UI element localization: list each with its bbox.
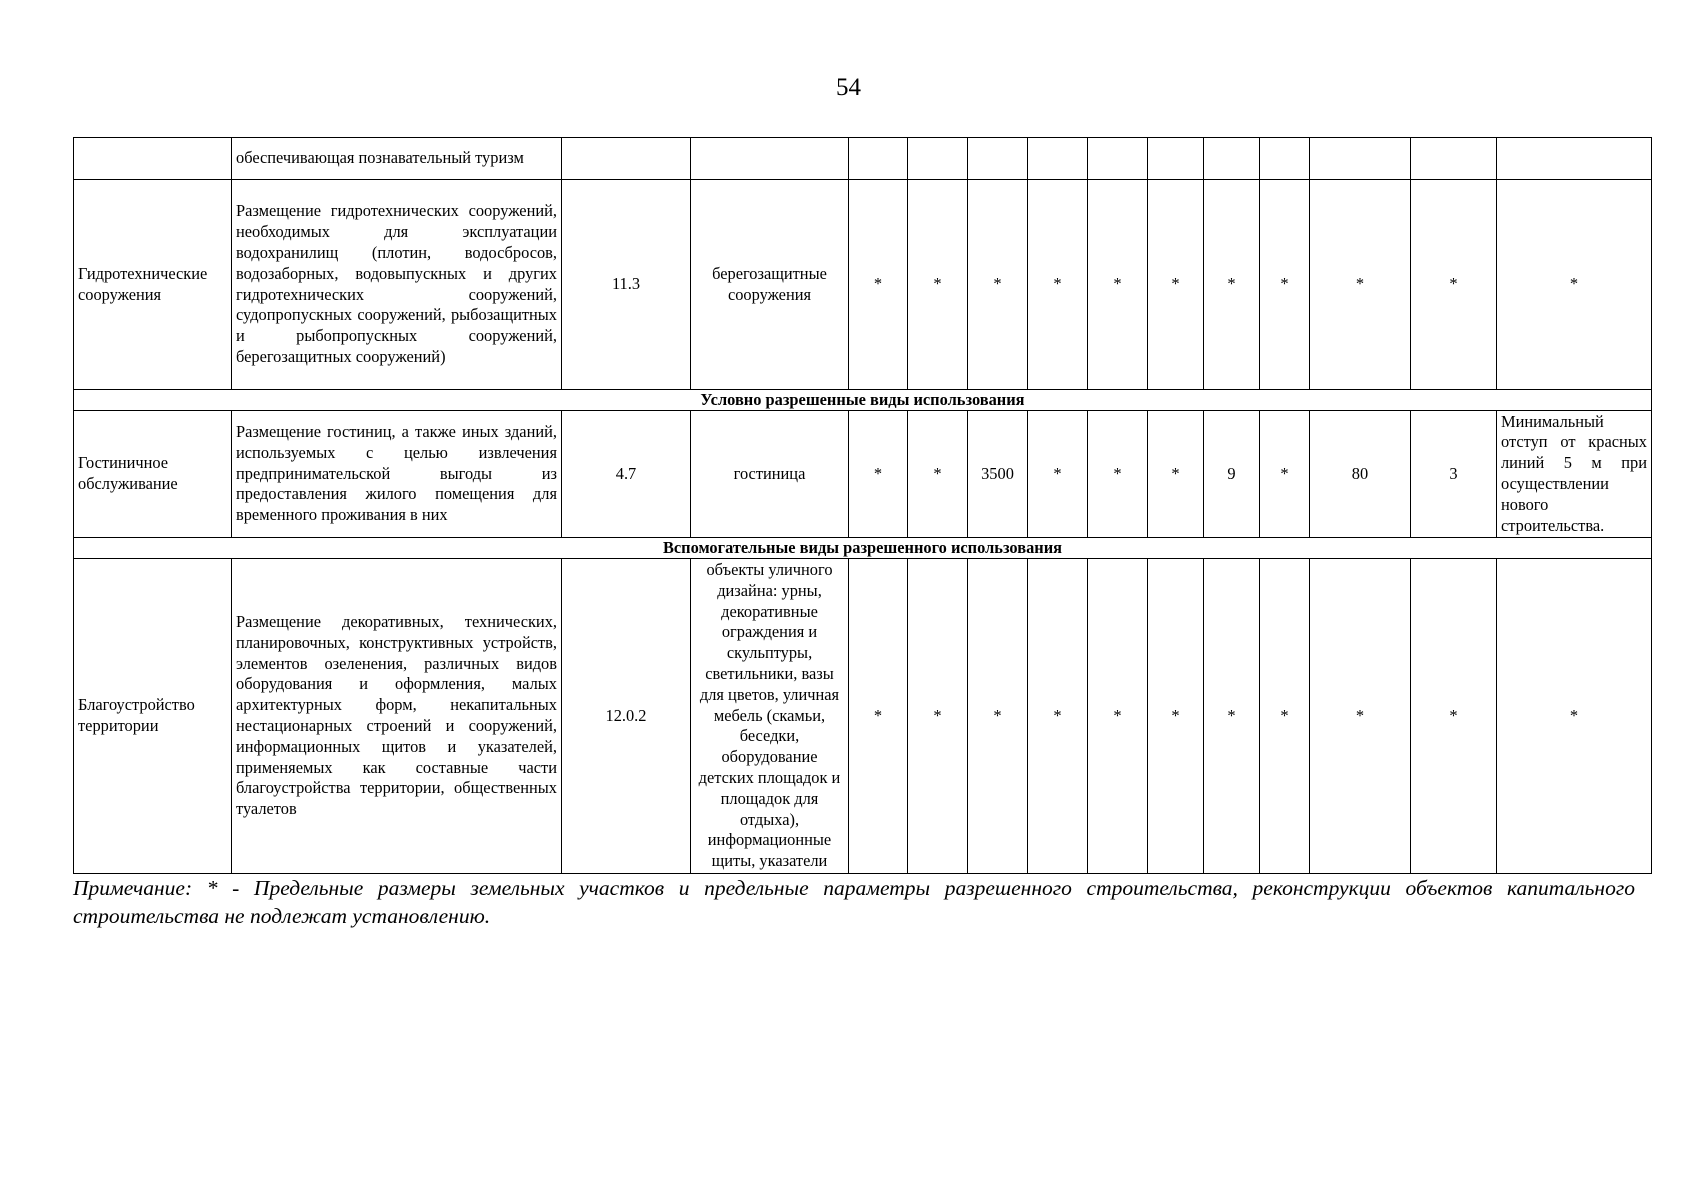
param-cell [1028, 138, 1088, 180]
param-cell: 3500 [968, 411, 1028, 538]
classifier-code [562, 138, 691, 180]
table-row [74, 559, 1652, 874]
permitted-object: гостиница [691, 411, 849, 538]
param-cell: * [1088, 180, 1148, 390]
use-type-description: Размещение декоративных, технических, планировочных, конструктивных устройств, элементов озеленения, различных видов оборудования и оформления, малых архитектурных форм, некапитальных нестационарных строений и сооружений, информационных щитов и указателей, применяемых как составные части благоустройства территории, общественных туалетов [232, 559, 562, 874]
land-use-regulations-table [73, 137, 1652, 874]
param-cell [1260, 138, 1310, 180]
param-cell: 9 [1204, 411, 1260, 538]
param-cell: * [1411, 559, 1497, 874]
section-title-auxiliary: Вспомогательные виды разрешенного использования [74, 538, 1652, 559]
param-cell: * [1260, 559, 1310, 874]
param-cell: * [849, 559, 908, 874]
param-cell: * [1310, 180, 1411, 390]
param-cell: 80 [1310, 411, 1411, 538]
param-cell: 3 [1411, 411, 1497, 538]
use-type-description: Размещение гидротехнических сооружений, необходимых для эксплуатации водохранилищ (плотин, водосбросов, водозаборных, водовыпускных и других гидротехнических сооружений, судопропускных сооружений, рыбозащитных и рыбопропускных сооружений, берегозащитных сооружений) [232, 180, 562, 390]
param-cell: * [1204, 559, 1260, 874]
param-cell: * [968, 180, 1028, 390]
param-cell [1310, 138, 1411, 180]
section-header-row [74, 538, 1652, 559]
footnote: Примечание: * - Предельные размеры земельных участков и предельные параметры разрешенного строительства, реконструкции объектов капитального строительства не подлежат установлению. [73, 876, 1635, 928]
param-cell [1411, 138, 1497, 180]
param-cell: * [849, 411, 908, 538]
param-cell [849, 138, 908, 180]
use-type-name: Гидротехнические сооружения [74, 180, 232, 390]
param-cell [1088, 138, 1148, 180]
param-cell: * [1204, 180, 1260, 390]
param-cell: * [908, 411, 968, 538]
param-cell [1148, 138, 1204, 180]
param-cell: * [1088, 559, 1148, 874]
param-cell: * [968, 559, 1028, 874]
table-row [74, 138, 1652, 180]
param-cell: * [1148, 180, 1204, 390]
param-cell: * [1497, 180, 1652, 390]
use-type-description: обеспечивающая познавательный туризм [232, 138, 562, 180]
permitted-object: объекты уличного дизайна: урны, декоративные ограждения и скульптуры, светильники, вазы для цветов, уличная мебель (скамьи, беседки, оборудование детских площадок и площадок для отдыха), информационные щиты, указатели [691, 559, 849, 874]
param-cell: * [1310, 559, 1411, 874]
param-cell: * [908, 180, 968, 390]
param-cell: * [1497, 559, 1652, 874]
param-cell: * [1028, 559, 1088, 874]
section-title-conditional: Условно разрешенные виды использования [74, 390, 1652, 411]
param-cell: * [1260, 411, 1310, 538]
classifier-code: 4.7 [562, 411, 691, 538]
use-type-description: Размещение гостиниц, а также иных зданий, используемых с целью извлечения предпринимательской выгоды из предоставления жилого помещения для временного проживания в них [232, 411, 562, 538]
classifier-code: 12.0.2 [562, 559, 691, 874]
param-cell: * [1411, 180, 1497, 390]
param-cell: * [908, 559, 968, 874]
use-type-name: Благоустройство территории [74, 559, 232, 874]
use-type-name [74, 138, 232, 180]
param-cell [968, 138, 1028, 180]
table-row [74, 411, 1652, 538]
param-cell: * [1088, 411, 1148, 538]
param-cell: * [1148, 411, 1204, 538]
table-row [74, 180, 1652, 390]
note-cell: Минимальный отступ от красных линий 5 м при осуществлении нового строительства. [1497, 411, 1652, 538]
param-cell: * [1260, 180, 1310, 390]
param-cell [1497, 138, 1652, 180]
section-header-row [74, 390, 1652, 411]
param-cell: * [849, 180, 908, 390]
param-cell [908, 138, 968, 180]
param-cell: * [1028, 180, 1088, 390]
classifier-code: 11.3 [562, 180, 691, 390]
use-type-name: Гостиничное обслуживание [74, 411, 232, 538]
permitted-object [691, 138, 849, 180]
param-cell: * [1148, 559, 1204, 874]
page-number: 54 [836, 74, 861, 101]
param-cell [1204, 138, 1260, 180]
permitted-object: берегозащитные сооружения [691, 180, 849, 390]
param-cell: * [1028, 411, 1088, 538]
